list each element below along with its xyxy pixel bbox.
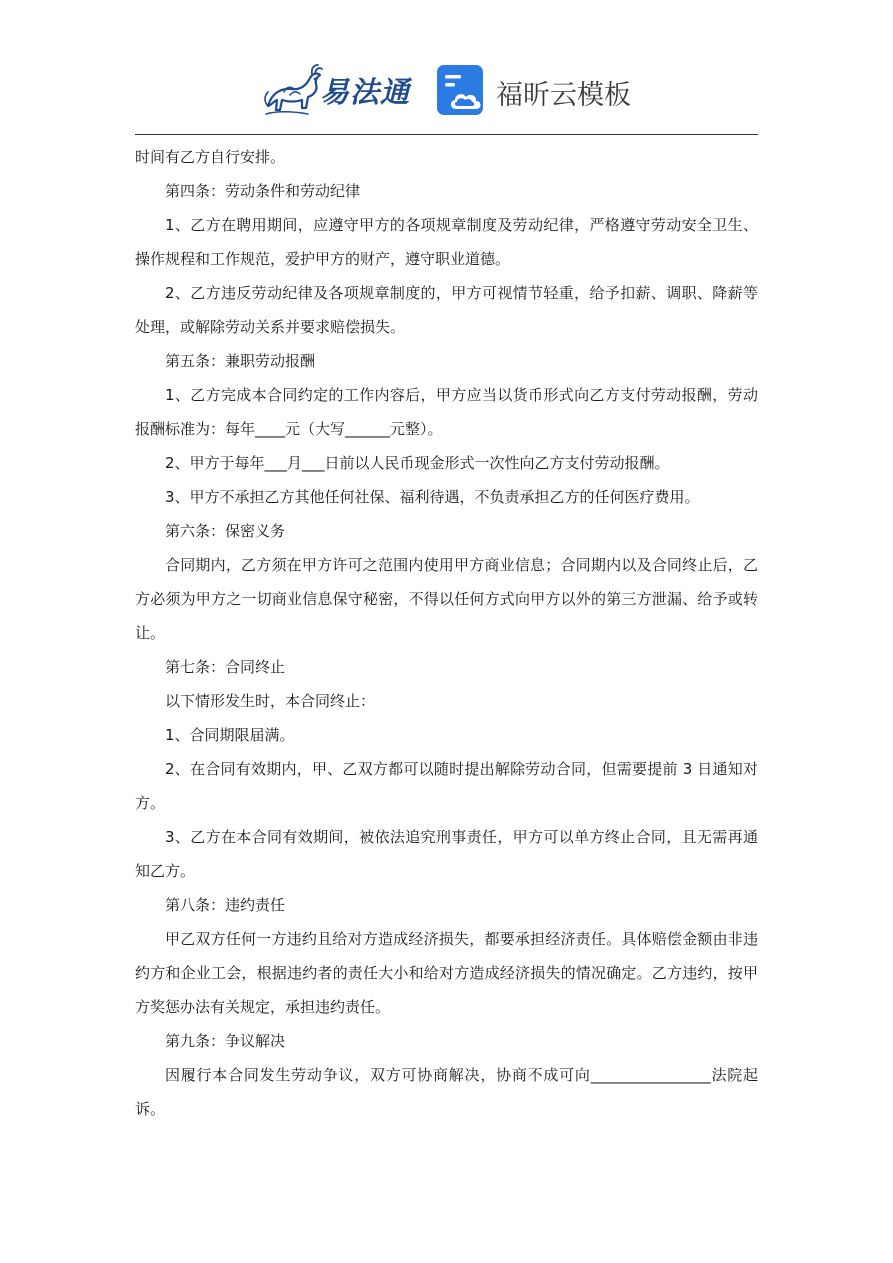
yifatong-logo bbox=[262, 62, 422, 120]
qilin-icon bbox=[262, 62, 324, 120]
document-paragraph: 3、乙方在本合同有效期间，被依法追究刑事责任，甲方可以单方终止合同，且无需再通知乙方。 bbox=[135, 828, 758, 880]
document-paragraph: 2、甲方于每年___月___日前以人民币现金形式一次性向乙方支付劳动报酬。 bbox=[165, 454, 670, 472]
document-paragraph: 第七条：合同终止 bbox=[165, 658, 286, 676]
yifatong-logo-text: 易法通 bbox=[320, 75, 411, 109]
document-paragraph: 因履行本合同发生劳动争议，双方可协商解决，协商不成可向________________法院起诉。 bbox=[135, 1066, 758, 1118]
document-paragraph: 第四条：劳动条件和劳动纪律 bbox=[165, 182, 361, 200]
cloud-document-icon bbox=[436, 64, 488, 118]
document-body bbox=[135, 140, 758, 1126]
document-paragraph: 时间有乙方自行安排。 bbox=[135, 148, 286, 166]
document-paragraph: 合同期内，乙方须在甲方许可之范围内使用甲方商业信息；合同期内以及合同终止后，乙方必须为甲方之一切商业信息保守秘密，不得以任何方式向甲方以外的第三方泄漏、给予或转让。 bbox=[135, 556, 758, 642]
document-paragraph: 甲乙双方任何一方违约且给对方造成经济损失，都要承担经济责任。具体赔偿金额由非违约方和企业工会，根据违约者的责任大小和给对方造成经济损失的情况确定。乙方违约，按甲方奖惩办法有关规定，承担违约责任。 bbox=[135, 930, 758, 1016]
fuxin-logo-text: 福昕云模板 bbox=[496, 80, 631, 111]
document-paragraph: 3、甲方不承担乙方其他任何社保、福利待遇，不负责承担乙方的任何医疗费用。 bbox=[165, 488, 700, 506]
document-paragraph: 第五条：兼职劳动报酬 bbox=[165, 352, 316, 370]
document-paragraph: 以下情形发生时，本合同终止： bbox=[165, 692, 376, 710]
document-paragraph: 第六条：保密义务 bbox=[165, 522, 286, 540]
document-paragraph: 1、乙方在聘用期间，应遵守甲方的各项规章制度及劳动纪律，严格遵守劳动安全卫生、操作规程和工作规范，爱护甲方的财产，遵守职业道德。 bbox=[135, 216, 758, 268]
document-paragraph: 1、乙方完成本合同约定的工作内容后，甲方应当以货币形式向乙方支付劳动报酬，劳动报酬标准为：每年____元（大写______元整）。 bbox=[135, 386, 758, 438]
page-header bbox=[0, 0, 893, 135]
document-paragraph: 第八条：违约责任 bbox=[165, 896, 286, 914]
document-paragraph: 1、合同期限届满。 bbox=[165, 726, 295, 744]
document-paragraph: 2、乙方违反劳动纪律及各项规章制度的，甲方可视情节轻重，给予扣薪、调职、降薪等处理，或解除劳动关系并要求赔偿损失。 bbox=[135, 284, 758, 336]
document-paragraph: 2、在合同有效期内，甲、乙双方都可以随时提出解除劳动合同，但需要提前 3 日通知对方。 bbox=[135, 760, 758, 812]
document-paragraph: 第九条：争议解决 bbox=[165, 1032, 286, 1050]
fuxin-logo bbox=[436, 64, 646, 120]
header-divider bbox=[135, 134, 758, 135]
